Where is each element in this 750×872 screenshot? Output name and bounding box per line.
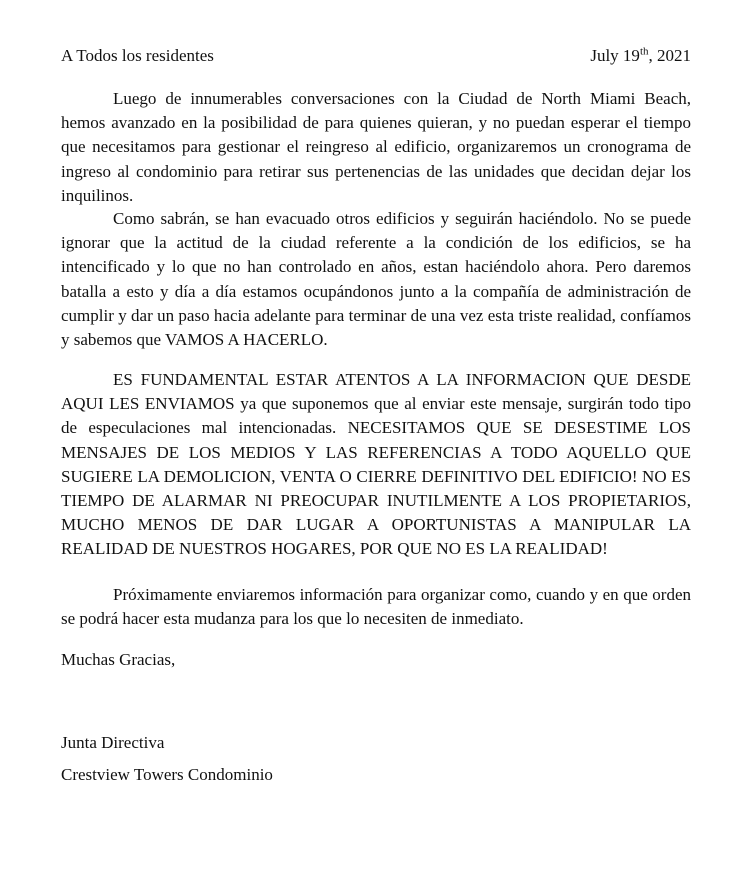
paragraph-1: Luego de innumerables conversaciones con la Ciudad de North Miami Beach, hemos avanzado en la posibilidad de para quienes quieran, y no puedan esperar el tiempo que necesitamos para gestionar el reingreso al edificio, organizaremos un cronograma de ingreso al condominio para retirar sus pertenencias de las unidades que decidan dejar los inquilinos. [61, 89, 691, 205]
date-month-day: July 19 [590, 46, 640, 65]
greeting: A Todos los residentes [61, 46, 214, 65]
date-year: , 2021 [648, 46, 691, 65]
paragraph-2: Como sabrán, se han evacuado otros edificios y seguirán haciéndolo. No se puede ignorar que la actitud de la ciudad referente a la condición de los edificios, se ha intencificado y lo que no han controlado en años, estan haciéndolo ahora. Pero daremos batalla a esto y día a día estamos ocupándonos junto a la compañía de administración de cumplir y dar un paso hacia adelante para terminar de una vez esta triste realidad, confíamos y sabemos que VAMOS A HACERLO. [61, 209, 691, 350]
signature-board: Junta Directiva [61, 733, 165, 752]
date-ordinal-suffix: th [639, 45, 649, 58]
letter-date [590, 46, 691, 66]
signature-building: Crestview Towers Condominio [61, 765, 273, 784]
paragraph-4: Próximamente enviaremos información para organizar como, cuando y en que orden se podrá hacer esta mudanza para los que lo necesiten de inmediato. [61, 585, 691, 629]
letter-header [61, 46, 691, 68]
closing: Muchas Gracias, [61, 650, 176, 669]
paragraph-3: ES FUNDAMENTAL ESTAR ATENTOS A LA INFORMACION QUE DESDE AQUI LES ENVIAMOS ya que suponemos que al enviar este mensaje, surgirán todo tipo de especulaciones mal intencionadas. NECESITAMOS QUE SE DESESTIME LOS MENSAJES DE LOS MEDIOS Y LAS REFERENCIAS A TODO AQUELLO QUE SUGIERE LA DEMOLICION, VENTA O CIERRE DEFINITIVO DEL EDIFICIO! NO ES TIEMPO DE ALARMAR NI PREOCUPAR INUTILMENTE A LOS PROPIETARIOS, MUCHO MENOS DE DAR LUGAR A OPORTUNISTAS A MANIPULAR LA REALIDAD DE NUESTROS HOGARES, POR QUE NO ES LA REALIDAD! [61, 370, 691, 559]
